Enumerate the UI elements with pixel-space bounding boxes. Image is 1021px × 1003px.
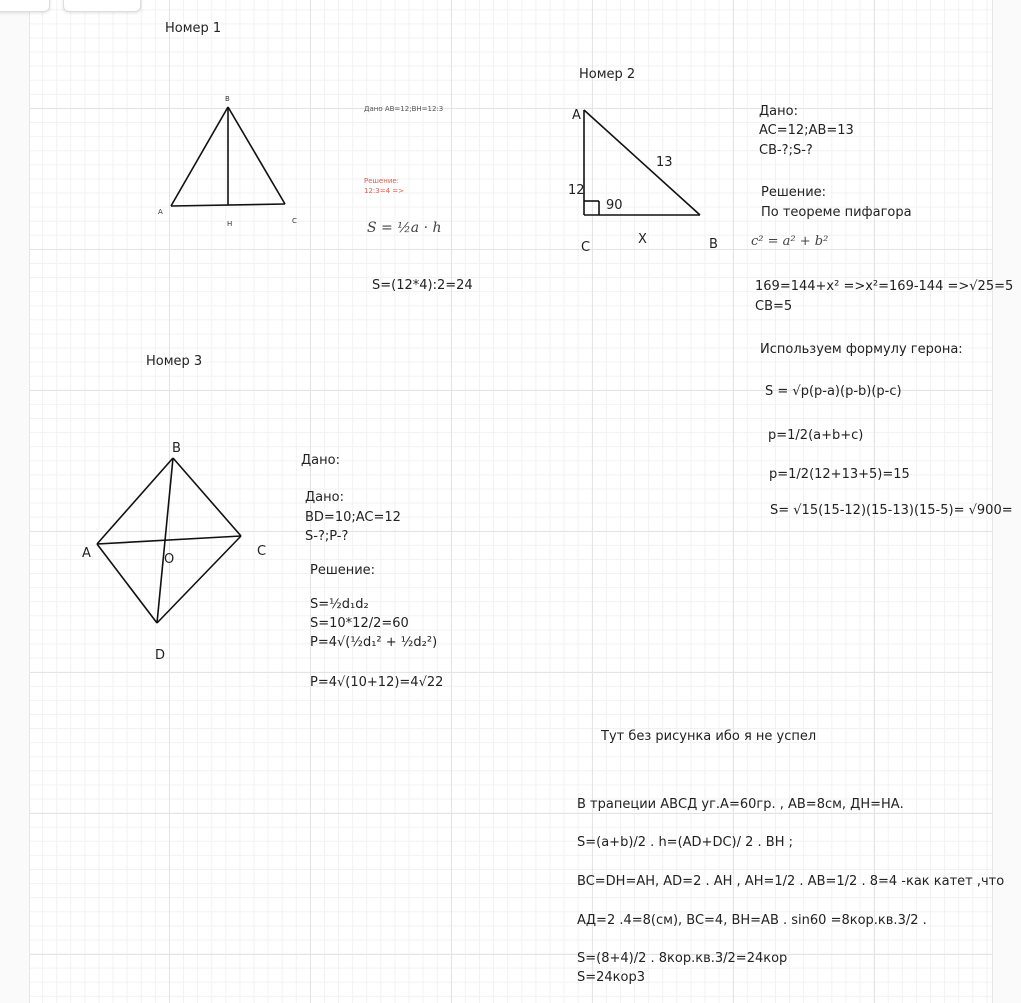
task1-result: S=(12*4):2=24 xyxy=(372,278,473,293)
point-label-d: D xyxy=(155,648,166,663)
side-label-ac: 12 xyxy=(568,183,585,198)
task1-area-formula: S = ½a · h xyxy=(367,220,442,236)
task3-given-line: BD=10;AC=12 xyxy=(305,510,401,525)
task2-heron-formula: S = √p(p-a)(p-b)(p-c) xyxy=(765,384,902,399)
side-ab xyxy=(584,110,700,215)
task2-calculation: 169=144+x² =>x²=169-144 =>√25=5 xyxy=(755,279,1014,294)
task2-heron-intro: Используем формулу герона: xyxy=(760,342,963,357)
task3-solution-label: Решение: xyxy=(310,563,376,578)
task2-s-value: S= √15(15-12)(15-13)(15-5)= √900= xyxy=(770,503,1013,518)
side-ab xyxy=(171,107,228,206)
side-bc xyxy=(228,107,285,204)
task2-given-label: Дано: xyxy=(759,104,798,119)
right-triangle-figure xyxy=(584,110,700,215)
rhombus-figure xyxy=(97,458,241,623)
side-label-cb: X xyxy=(638,232,647,247)
task3-title: Номер 3 xyxy=(146,354,203,369)
task2-cb-result: CB=5 xyxy=(755,299,793,314)
task4-line: S=(8+4)/2 . 8кор.кв.3/2=24кор xyxy=(577,951,788,966)
task2-title: Номер 2 xyxy=(579,67,636,82)
task3-given-label: Дано: xyxy=(301,453,340,468)
point-label-c: C xyxy=(257,544,267,559)
side-bc xyxy=(173,458,241,536)
side-ad xyxy=(97,544,157,623)
task4-note: Тут без рисунка ибо я не успел xyxy=(601,729,817,744)
task1-given: Дано AB=12;BH=12:3 xyxy=(364,105,444,113)
task2-pythagoras-formula: c² = a² + b² xyxy=(751,234,829,249)
point-label-a: A xyxy=(158,208,163,216)
point-label-a: A xyxy=(572,108,581,123)
task4-line: S=24кор3 xyxy=(577,970,646,985)
task2-given-line: CB-?;S-? xyxy=(759,143,813,158)
task3-solution-line: S=½d₁d₂ xyxy=(310,597,369,612)
point-label-a: A xyxy=(82,546,91,561)
task4-line: S=(a+b)/2 . h=(AD+DC)/ 2 . BH ; xyxy=(577,835,793,850)
task2-p-value: p=1/2(12+13+5)=15 xyxy=(769,467,910,482)
task4-line: АД=2 .4=8(см), BC=4, BH=AB . sin60 =8кор.кв.3/2 . xyxy=(577,913,927,928)
diagonal-ac xyxy=(97,536,241,544)
task2-p-formula: p=1/2(a+b+c) xyxy=(768,428,864,443)
triangle-abc-figure xyxy=(171,107,285,206)
task2-method: По теореме пифагора xyxy=(761,205,912,220)
task4-line: В трапеции АВСД уг.А=60гр. , АВ=8см, ДН=НА. xyxy=(577,797,904,812)
task4-line: BC=DH=AH, AD=2 . AH , AH=1/2 . AB=1/2 . 8=4 -как катет ,что xyxy=(577,874,1005,889)
point-label-b: B xyxy=(172,441,181,456)
task3-perimeter: P=4√(10+12)=4√22 xyxy=(310,675,444,690)
side-ab xyxy=(97,458,173,544)
task3-given-line: S-?;P-? xyxy=(305,529,349,544)
point-label-h: H xyxy=(227,220,233,228)
point-label-o: O xyxy=(164,552,175,567)
side-label-ab: 13 xyxy=(656,155,673,170)
task3-solution-line: P=4√(½d₁² + ½d₂²) xyxy=(310,635,438,650)
task3-solution-line: S=10*12/2=60 xyxy=(310,616,409,631)
task2-solution-label: Решение: xyxy=(761,185,827,200)
point-label-b: B xyxy=(709,237,718,252)
point-label-c: C xyxy=(581,240,591,255)
point-label-c: C xyxy=(292,217,297,225)
task3-given-label: Дано: xyxy=(305,490,344,505)
task1-title: Номер 1 xyxy=(165,21,222,36)
task2-given-line: AC=12;AB=13 xyxy=(759,123,854,138)
task1-solution-step: 12:3=4 => xyxy=(364,187,404,195)
point-label-b: B xyxy=(225,95,230,103)
task1-solution-label: Решение: xyxy=(364,177,400,185)
angle-label: 90 xyxy=(606,198,623,213)
side-cd xyxy=(157,536,241,623)
